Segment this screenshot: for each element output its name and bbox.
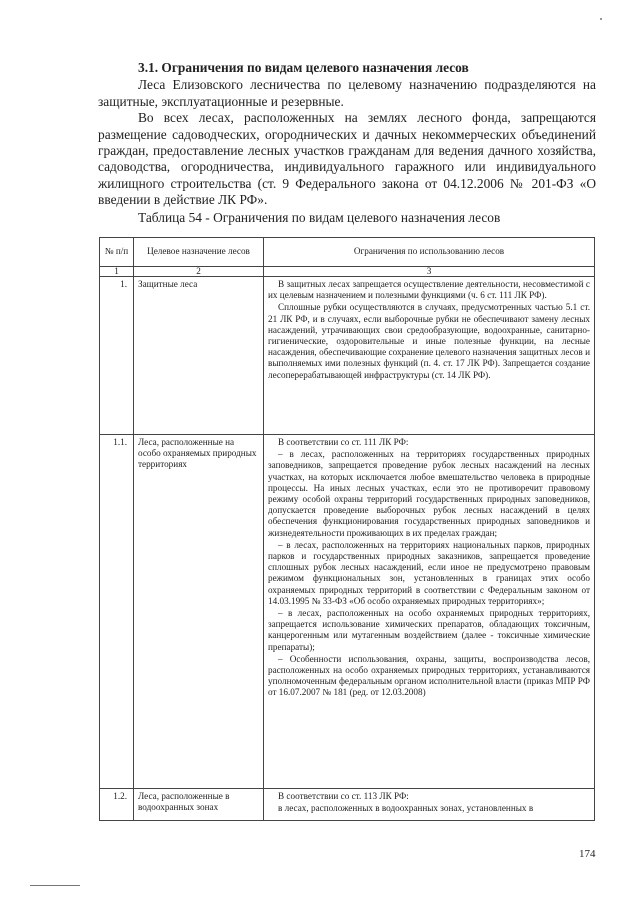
header-restrictions: Ограничения по использованию лесов <box>264 238 595 267</box>
restrictions-table <box>99 237 595 821</box>
table-row <box>100 435 595 789</box>
column-number: 2 <box>134 267 264 277</box>
restriction-paragraph: в лесах, расположенных в водоохранных зонах, установленных в <box>278 803 534 814</box>
restriction-paragraph: В соответствии со ст. 113 ЛК РФ: <box>278 791 409 801</box>
page-number: 174 <box>579 848 596 860</box>
section-heading: 3.1. Ограничения по видам целевого назначения лесов <box>138 60 469 75</box>
table-title: Таблица 54 - Ограничения по видам целевого назначения лесов <box>138 209 501 225</box>
row-restrictions <box>264 789 595 821</box>
restriction-paragraph: В защитных лесах запрещается осуществление деятельности, несовместимой с их целевым назначением и полезными функциями (ч. 6 ст. 111 ЛК РФ). <box>268 279 590 301</box>
intro-paragraph: Во всех лесах, расположенных на землях лесного фонда, запрещаются размещение садоводческих, огороднических и дачных некоммерческих объединений граждан, предоставление лесных участков гражданам для ведения дачного хозяйства, садоводства, огородничества, индивидуального гаражного или индивидуального жилищного строительства (ст. 9 Федерального закона от 04.12.2006 № 201-ФЗ «О введении в действие ЛК РФ». <box>98 110 596 208</box>
table-row <box>100 789 595 821</box>
restriction-paragraph: В соответствии со ст. 111 ЛК РФ: <box>278 437 409 447</box>
row-number: 1. <box>100 277 134 435</box>
footnote-divider <box>30 885 80 886</box>
table-header-row <box>100 238 595 267</box>
section-intro <box>98 60 596 226</box>
row-number: 1.2. <box>100 789 134 821</box>
header-number: № п/п <box>100 238 134 267</box>
column-number: 3 <box>264 267 595 277</box>
row-purpose: Защитные леса <box>134 277 264 435</box>
header-purpose: Целевое назначение лесов <box>134 238 264 267</box>
restriction-paragraph: – в лесах, расположенных на особо охраняемых природных территориях, запрещается использование химических препаратов, обладающих токсичным, канцерогенным или мутагенным воздействием (далее - токсичные химические препараты); <box>268 608 590 652</box>
restriction-paragraph: Сплошные рубки осуществляются в случаях, предусмотренных частью 5.1 ст. 21 ЛК РФ, и в случаях, если выборочные рубки не обеспечивают замену лесных насаждений, утрачивающих свои средообразующие, водоохранные, санитарно-гигиенические, оздоровительные и иные полезные функции, на лесные насаждения, обеспечивающие сохранение целевого назначения защитных лесов и выполняемых ими полезных функций (п. 4. ст. 17 ЛК РФ). Запрещается создание лесоперерабатывающей инфраструктуры (ст. 14 ЛК РФ). <box>268 302 590 380</box>
column-number-row <box>100 267 595 277</box>
intro-paragraph: Леса Елизовского лесничества по целевому назначению подразделяются на защитные, эксплуатационные и резервные. <box>98 77 596 109</box>
row-restrictions <box>264 435 595 789</box>
scan-dot <box>600 18 602 20</box>
restriction-paragraph: – Особенности использования, охраны, защиты, воспроизводства лесов, расположенных на особо охраняемых природных территориях, устанавливаются уполномоченным федеральным органом исполнительной власти (приказ МПР РФ от 16.07.2007 № 181 (ред. от 12.03.2008) <box>268 653 590 698</box>
restriction-paragraph: – в лесах, расположенных на территориях государственных природных заповедников, запрещается проведение рубок лесных насаждений на лесных участках, на которых исключается любое вмешательство человека в природные процессы. На иных лесных участках, если это не противоречит правовому режиму особой охраны территорий государственных природных заповедников, допускается проведение выборочных рубок лесных насаждений в целях обеспечения функционирования государственных природных заповедников и жизнедеятельности проживающих в их пределах граждан; <box>268 449 590 538</box>
table-row <box>100 277 595 435</box>
row-restrictions <box>264 277 595 435</box>
restriction-paragraph: – в лесах, расположенных на территориях национальных парков, природных парков и государственных природных заказников, запрещается проведение сплошных рубок лесных насаждений, если иное не предусмотрено правовым режимом функциональных зон, установленных в границах этих особо охраняемых природных территорий в соответствии с Федеральным законом от 14.03.1995 № 33-ФЗ «Об особо охраняемых природных территориях»; <box>268 539 590 606</box>
row-purpose: Леса, расположенные на особо охраняемых природных территориях <box>134 435 264 789</box>
column-number: 1 <box>100 267 134 277</box>
row-number: 1.1. <box>100 435 134 789</box>
row-purpose: Леса, расположенные в водоохранных зонах <box>134 789 264 821</box>
